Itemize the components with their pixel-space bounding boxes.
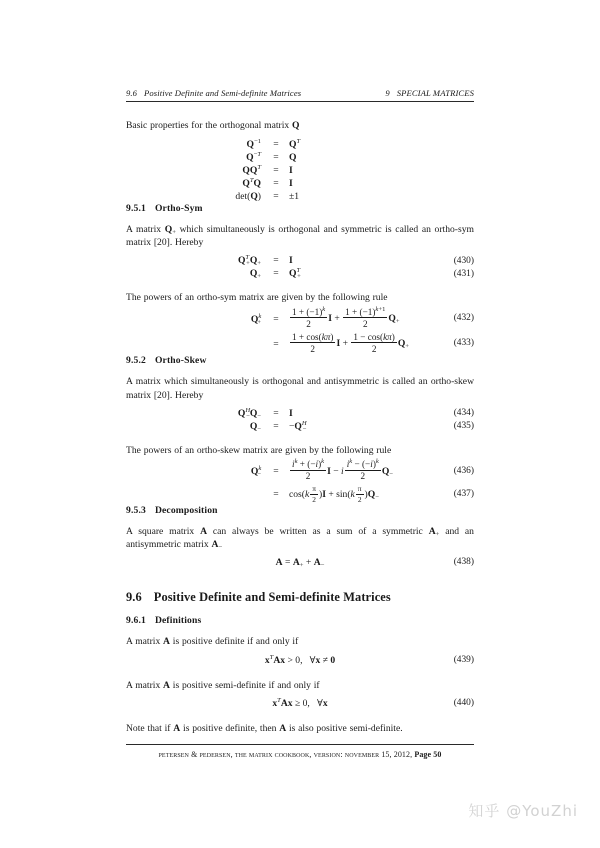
ortho-sym-powers-equations [126,305,474,355]
heading-number: 9.5.1 [126,202,146,214]
page-content [126,88,474,735]
running-head-right-title: SPECIAL MATRICES [396,88,474,98]
math-expression: $x^TAx \ge 0$, ∀x [272,696,328,709]
heading-title: Definitions [154,615,202,627]
orthogonal-properties-block [126,138,474,203]
equation-tag: (439) [453,654,474,665]
math-row [126,138,474,151]
math-expression: $A = A_+ + A_-$ [275,557,325,570]
heading-definitions [126,615,474,626]
footer-citation [126,750,474,759]
footer-rule [126,744,474,745]
ortho-skew-powers-intro: The powers of an ortho-skew matrix are given by the following rule [126,444,392,456]
equation-432 [126,305,474,330]
math-rhs: $\frac{1 + (-1)^k}{2}$ I + $\frac{1 + (-1)^{k+1}}{2}$ $Q_+$ [292,305,400,329]
math-lhs: $Q^{-T}$ [246,150,261,163]
equation-tag: (431) [453,268,474,279]
footer-authors: petersen & pedersen, [158,750,233,759]
math-lhs: $Q^T_+Q_+$ [237,253,261,267]
math-equals: = [273,268,279,280]
math-rhs: cos(k $\frac{\pi}{2}$ )I + sin(k $\frac{\pi}{2}$ )$Q_-$ [289,484,379,505]
math-rhs: $\frac{i^k + (-i)^k}{2}$ I − i $\frac{i^k - (-i)^k}{2}$ $Q_-$ [292,458,393,482]
equation-433 [126,333,474,355]
equation-tag: (434) [453,408,474,419]
math-lhs: $QQ^T$ [242,163,261,176]
equation-435 [126,420,474,433]
equation-436 [126,458,474,483]
math-equals: = [273,313,279,325]
math-rhs: ±1 [289,190,300,202]
math-equals: = [273,138,279,150]
definitions-paragraph-3: Note that if A is positive definite, then A is also positive semi-definite. [126,722,403,734]
ortho-skew-powers-equations [126,458,474,505]
footer-version-label: version: [313,750,343,759]
equation-431 [126,267,474,280]
equation-tag: (436) [453,465,474,476]
decomposition-paragraph: A square matrix A can always be written as a sum of a symmetric $A_+$ and an antisymmetric matrix $A_-$ [126,525,474,551]
math-row [126,151,474,164]
math-rhs: $-Q^H_-$ [289,419,307,433]
equation-tag: (435) [453,421,474,432]
math-equals: = [273,190,279,202]
definitions-paragraph-1: A matrix A is positive definite if and only if [126,636,299,648]
math-equals: = [273,164,279,176]
footer-page-number: Page 50 [414,750,442,759]
math-lhs: $Q^k_-$ [250,465,262,479]
ortho-skew-paragraph: A matrix which simultaneously is orthogonal and antisymmetric is called an ortho-skew matrix [20]. Hereby [126,376,474,401]
ortho-sym-paragraph: A matrix $Q_+$ which simultaneously is orthogonal and symmetric is called an ortho-sym matrix [20]. Hereby [126,223,474,248]
math-lhs: $Q^H_-Q_-$ [237,406,261,420]
equation-434 [126,407,474,420]
math-row [126,164,474,177]
math-lhs: $Q_-$ [249,420,261,433]
equation-440 [126,698,474,711]
equation-439 [126,655,474,668]
equation-tag: (433) [453,338,474,349]
math-equals: = [273,420,279,432]
ortho-sym-equations [126,254,474,280]
math-rhs: I [289,255,293,267]
math-expression: $x^TAx > 0$, ∀x ≠ 0 [264,653,336,666]
equation-430 [126,254,474,267]
equation-tag: (432) [453,313,474,324]
heading-number: 9.6.1 [126,615,146,627]
heading-title: Positive Definite and Semi-definite Matrices [153,590,391,605]
math-rhs: I [289,164,293,176]
math-lhs: $Q^{-1}$ [246,137,261,150]
running-head-right [385,88,474,98]
running-head-left-number: 9.6 [126,88,138,98]
heading-title: Ortho-Skew [154,355,207,367]
math-rhs: I [289,177,293,189]
heading-ortho-sym [126,203,474,214]
page-footer [126,744,474,759]
heading-title: Decomposition [154,504,218,516]
heading-positive-definite [126,590,474,605]
definitions-paragraph-2: A matrix A is positive semi-definite if and only if [126,679,320,691]
math-equals: = [273,338,279,350]
math-lhs: det(Q) [235,190,261,202]
math-rhs: $Q^T_+$ [289,266,301,280]
math-rhs: $\frac{1 + \cos(k\pi)}{2}$ I + $\frac{1 - \cos(k\pi)}{2}$ $Q_+$ [292,331,410,354]
math-equals: = [273,466,279,478]
ortho-skew-equations [126,407,474,433]
math-lhs: $Q_+$ [249,268,261,280]
watermark: 知乎 @YouZhi [468,802,578,820]
math-equals: = [273,255,279,267]
running-head-right-number: 9 [385,88,390,98]
math-equals: = [273,489,279,501]
running-head-left [126,88,301,98]
heading-title: Ortho-Sym [154,202,203,214]
running-head-left-title: Positive Definite and Semi-definite Matrices [144,88,302,98]
footer-book-title: the matrix cookbook, [234,750,312,759]
heading-number: 9.6 [126,590,142,605]
math-lhs: $Q^TQ$ [242,176,261,189]
math-equals: = [273,177,279,189]
math-rhs: Q [289,151,297,163]
footer-version-date: november 15, 2012, [344,750,413,759]
equation-tag: (438) [453,557,474,568]
math-row [126,190,474,203]
math-row [126,177,474,190]
equation-tag: (430) [453,255,474,266]
math-rhs: $Q^T$ [289,137,301,150]
intro-paragraph: Basic properties for the orthogonal matrix Q [126,119,300,131]
equation-438 [126,557,474,570]
heading-number: 9.5.3 [126,504,146,516]
math-lhs: $Q^k_+$ [250,312,262,326]
heading-decomposition [126,505,474,516]
equation-tag: (440) [453,697,474,708]
equation-437 [126,485,474,505]
equation-tag: (437) [453,488,474,499]
math-equals: = [273,407,279,419]
math-equals: = [273,151,279,163]
heading-number: 9.5.2 [126,355,146,367]
heading-ortho-skew [126,355,474,366]
ortho-sym-powers-intro: The powers of an ortho-sym matrix are given by the following rule [126,292,388,304]
math-rhs: I [289,407,293,419]
running-head [126,88,474,102]
